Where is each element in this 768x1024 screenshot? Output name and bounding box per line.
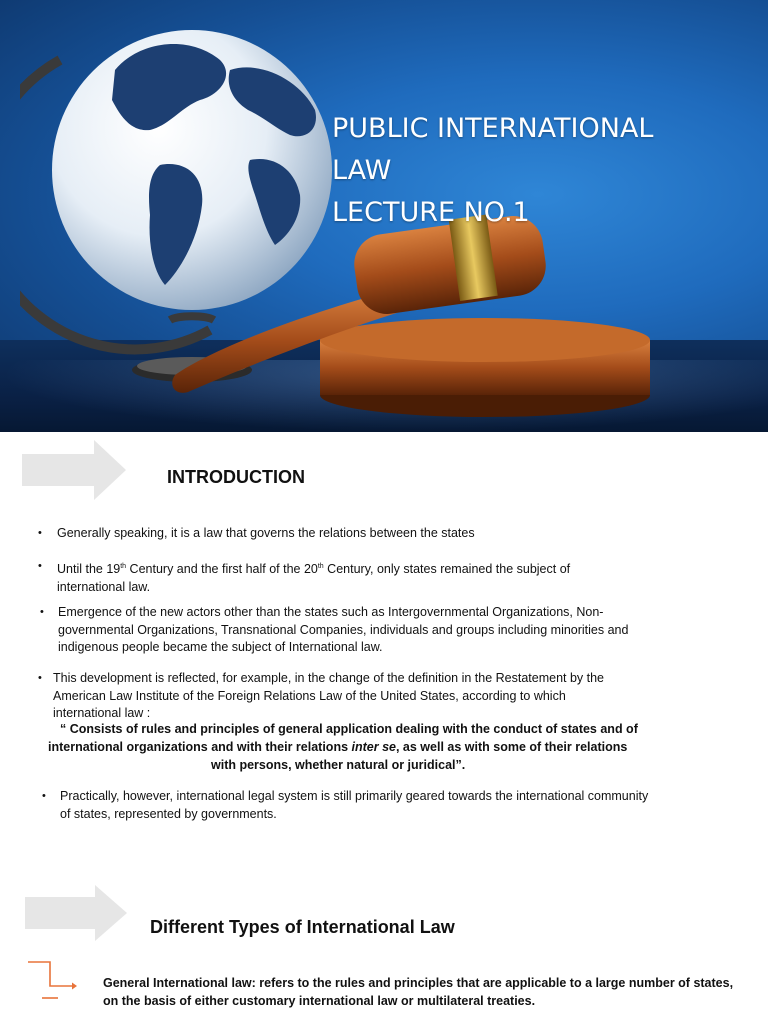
title-line-1: PUBLIC INTERNATIONAL: [332, 113, 654, 144]
intro-bullet-2: [38, 558, 738, 596]
orange-connector-arrow-icon: [22, 960, 78, 1000]
intro-bullet-3: [40, 604, 740, 657]
b2-text-c: Century, only states remained the subject of: [323, 562, 571, 577]
bullet-dot: •: [38, 672, 42, 684]
slide-title: [332, 108, 752, 234]
b2-sup-1: th: [120, 563, 127, 570]
bullet-dot: •: [38, 527, 42, 539]
intro-bullet-1: [38, 525, 738, 543]
gen-line-2: on the basis of either customary international law or multilateral treaties.: [103, 993, 536, 1008]
introduction-arrow-icon: [22, 440, 126, 500]
quote-text-a: international organizations and with their relations: [48, 740, 352, 754]
intro-bullet-1-text: Generally speaking, it is a law that governs the relations between the states: [57, 526, 475, 540]
general-international-law-text: [103, 975, 753, 1010]
intro-bullet-5: [42, 788, 742, 823]
title-line-3: LECTURE NO.1: [332, 197, 530, 228]
b2-text-b: Century and the first half of the 20: [126, 562, 318, 577]
b2-sup-2: th: [317, 563, 324, 570]
bullet-dot: •: [40, 606, 44, 618]
bullet-dot: •: [42, 790, 46, 802]
gen-term: General International law:: [103, 976, 256, 990]
types-arrow-icon: [25, 885, 127, 941]
definition-quote-line-1: “ Consists of rules and principles of general application dealing with the conduct of states and of: [60, 722, 638, 736]
b2-text-a: Until the 19: [57, 562, 121, 577]
quote-text-b: , as well as with some of their relations: [395, 740, 628, 754]
intro-bullet-2-line-1: [38, 558, 738, 579]
intro-bullet-4-line-2: American Law Institute of the Foreign Relations Law of the United States, according to which: [53, 688, 566, 703]
definition-quote-line-2: [48, 739, 627, 757]
definition-quote-line-3: with persons, whether natural or juridical”.: [211, 758, 466, 772]
intro-bullet-3-line-1: Emergence of the new actors other than the states such as Intergovernmental Organizations, Non-: [58, 605, 604, 619]
intro-bullet-4-line-1: This development is reflected, for example, in the change of the definition in the Restatement by the: [53, 671, 605, 685]
intro-bullet-4: [38, 670, 738, 723]
introduction-heading: INTRODUCTION: [167, 467, 305, 487]
quote-italic: inter se: [351, 740, 396, 754]
intro-bullet-5-line-1: Practically, however, international legal system is still primarily geared towards the international community: [60, 789, 649, 803]
title-line-2: LAW: [332, 155, 392, 186]
bullet-dot: •: [38, 560, 42, 572]
intro-bullet-3-line-3: indigenous people became the subject of International law.: [58, 640, 383, 654]
intro-bullet-4-line-3: international law :: [53, 706, 151, 720]
intro-bullet-5-line-2: of states, represented by governments.: [60, 806, 277, 821]
gen-line-1: [103, 975, 753, 993]
intro-bullet-3-line-2: governmental Organizations, Transnational Companies, individuals and groups including minorities and: [58, 622, 629, 637]
title-slide: [0, 0, 768, 432]
types-heading: Different Types of International Law: [150, 917, 455, 937]
gen-definition: refers to the rules and principles that are applicable to a large number of states,: [255, 976, 734, 990]
intro-bullet-2-line-2: international law.: [57, 579, 151, 594]
